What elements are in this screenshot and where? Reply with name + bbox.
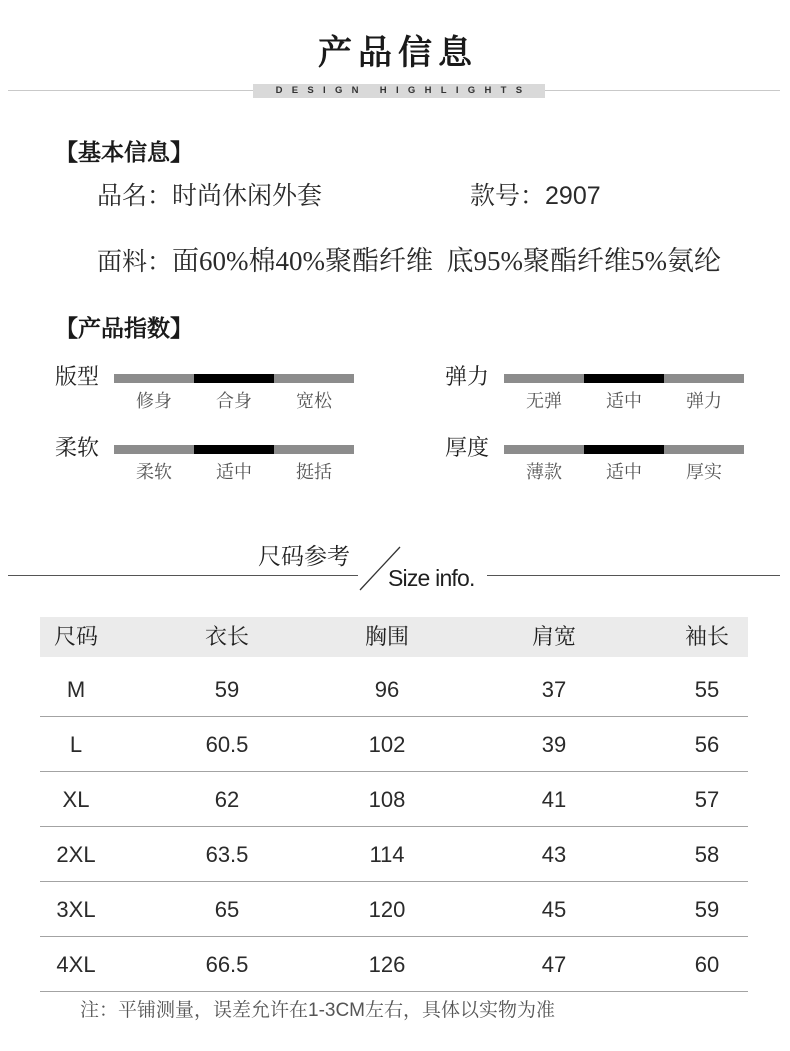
- table-row: [40, 772, 748, 827]
- index-label: 柔软: [55, 435, 100, 460]
- table-cell: 120: [368, 897, 406, 922]
- index-scale-bar: [504, 445, 744, 454]
- table-cell: 41: [541, 787, 567, 812]
- scale-segment: [194, 445, 274, 454]
- size-table-header: [40, 617, 748, 657]
- table-cell: 55: [694, 677, 720, 702]
- table-cell: 4XL: [56, 952, 96, 977]
- table-cell: 65: [214, 897, 240, 922]
- index-block-elasticity: [445, 362, 755, 422]
- size-divider-left: [8, 575, 358, 576]
- table-cell: 56: [694, 732, 720, 757]
- index-scale-bar: [504, 374, 744, 383]
- index-block-softness: [55, 433, 365, 493]
- scale-segment: [274, 445, 354, 454]
- table-cell: 37: [541, 677, 567, 702]
- index-label: 厚度: [445, 435, 490, 460]
- scale-segment: [274, 374, 354, 383]
- scale-segment: [504, 445, 584, 454]
- table-cell: 126: [368, 952, 406, 977]
- index-option: 宽松: [296, 391, 332, 411]
- index-label: 版型: [55, 364, 100, 389]
- style-number-label: 款号：: [470, 182, 546, 210]
- index-option: 适中: [606, 391, 642, 411]
- table-cell: 66.5: [205, 952, 249, 977]
- scale-segment: [664, 445, 744, 454]
- table-row: [40, 827, 748, 882]
- column-header-chest: 胸围: [364, 624, 410, 649]
- index-option: 适中: [606, 462, 642, 482]
- table-cell: 58: [694, 842, 720, 867]
- index-option: 弹力: [686, 391, 722, 411]
- fabric-row: [97, 245, 721, 278]
- size-heading-cn: 尺码参考: [258, 543, 350, 569]
- scale-segment: [584, 445, 664, 454]
- page-title: 产品信息: [318, 35, 478, 72]
- index-option: 厚实: [686, 462, 722, 482]
- table-cell: 96: [374, 677, 400, 702]
- fabric-label: 面料：: [97, 248, 173, 276]
- size-table-body: [40, 662, 748, 992]
- measurement-note: 注：平铺测量，误差允许在1-3CM左右，具体以实物为准: [80, 1000, 556, 1021]
- index-option: 挺括: [296, 462, 332, 482]
- column-header-size: 尺码: [53, 624, 99, 649]
- product-name-value: 时尚休闲外套: [172, 182, 323, 210]
- scale-segment: [194, 374, 274, 383]
- product-index-heading: 【产品指数】: [55, 315, 193, 341]
- design-highlights-badge: DESIGN HIGHLIGHTS: [253, 84, 545, 98]
- index-scale-bar: [114, 445, 354, 454]
- index-block-thickness: [445, 433, 755, 493]
- table-cell: 102: [368, 732, 406, 757]
- table-row: [40, 662, 748, 717]
- scale-segment: [114, 445, 194, 454]
- table-cell: 62: [214, 787, 240, 812]
- table-cell: M: [66, 677, 86, 702]
- size-heading-en: Size info.: [388, 565, 475, 591]
- product-name-row: [97, 180, 322, 212]
- index-block-fit: [55, 362, 365, 422]
- index-option: 适中: [216, 462, 252, 482]
- table-cell: 59: [694, 897, 720, 922]
- index-label: 弹力: [445, 364, 490, 389]
- index-option: 柔软: [136, 462, 172, 482]
- index-option: 合身: [216, 391, 252, 411]
- table-cell: 60: [694, 952, 720, 977]
- table-row: [40, 882, 748, 937]
- column-header-shoulder: 肩宽: [531, 624, 577, 649]
- table-cell: 45: [541, 897, 567, 922]
- table-row: [40, 717, 748, 772]
- table-cell: XL: [62, 787, 90, 812]
- table-cell: L: [69, 732, 83, 757]
- table-cell: 39: [541, 732, 567, 757]
- size-divider-right: [487, 575, 780, 576]
- table-cell: 2XL: [56, 842, 96, 867]
- table-cell: 59: [214, 677, 240, 702]
- style-number-row: [470, 180, 601, 212]
- style-number-value: 2907: [545, 182, 601, 210]
- table-row: [40, 937, 748, 992]
- table-cell: 3XL: [56, 897, 96, 922]
- table-cell: 63.5: [205, 842, 249, 867]
- column-header-sleeve: 袖长: [684, 624, 730, 649]
- index-option: 无弹: [526, 391, 562, 411]
- scale-segment: [584, 374, 664, 383]
- table-cell: 57: [694, 787, 720, 812]
- product-name-label: 品名：: [97, 182, 173, 210]
- table-cell: 43: [541, 842, 567, 867]
- table-cell: 60.5: [205, 732, 249, 757]
- basic-info-heading: 【基本信息】: [55, 139, 193, 165]
- scale-segment: [114, 374, 194, 383]
- table-cell: 114: [369, 842, 405, 867]
- index-option: 修身: [136, 391, 172, 411]
- fabric-value: 面60%棉40%聚酯纤维 底95%聚酯纤维5%氨纶: [172, 246, 721, 276]
- index-scale-bar: [114, 374, 354, 383]
- index-option: 薄款: [526, 462, 562, 482]
- scale-segment: [504, 374, 584, 383]
- table-cell: 108: [368, 787, 406, 812]
- scale-segment: [664, 374, 744, 383]
- column-header-length: 衣长: [204, 624, 250, 649]
- table-cell: 47: [541, 952, 567, 977]
